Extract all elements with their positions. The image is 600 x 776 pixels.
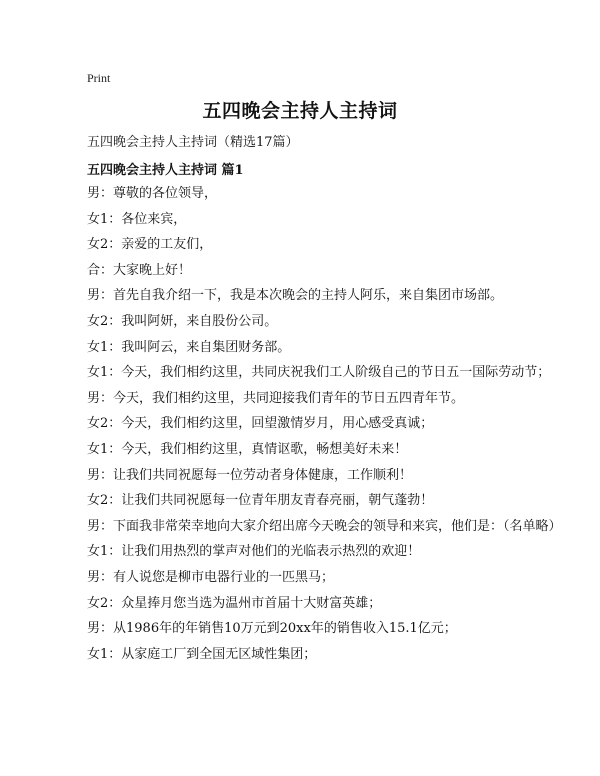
script-line: 男：首先自我介绍一下，我是本次晚会的主持人阿乐，来自集团市场部。: [87, 288, 504, 304]
script-line: 男：尊敬的各位领导，: [87, 186, 218, 201]
script-line: 女1：今天，我们相约这里，真情讴歌，畅想美好未来！: [87, 441, 408, 457]
script-line: 女1：让我们用热烈的掌声对他们的光临表示热烈的欢迎！: [87, 544, 421, 560]
script-line: 女2：众星捧月您当选为温州市首届十大财富英雄；: [87, 595, 382, 611]
script-line: 男：下面我非常荣幸地向大家介绍出席今天晚会的领导和来宾，他们是：（名单略）: [87, 518, 562, 534]
document-title: 五四晚会主持人主持词: [202, 100, 398, 122]
script-line: 女1：我叫阿云，来自集团财务部。: [87, 339, 291, 355]
document-subtitle: 五四晚会主持人主持词（精选17篇）: [87, 135, 299, 150]
script-line: 男：有人说您是柳市电器行业的一匹黑马；: [87, 569, 335, 585]
script-line: 男：从1986年的年销售10万元到20xx年的销售收入15.1亿元；: [87, 621, 457, 637]
script-line: 女1：从家庭工厂到全国无区域性集团；: [87, 646, 317, 662]
script-line: 男：今天，我们相约这里，共同迎接我们青年的节日五四青年节。: [87, 390, 465, 406]
script-line: 女1：各位来宾，: [87, 211, 187, 227]
script-line: 女2：我叫阿妍，来自股份公司。: [87, 313, 278, 329]
script-line: 女1：今天，我们相约这里，共同庆祝我们工人阶级自己的节日五一国际劳动节；: [87, 365, 551, 381]
script-line: 女2：让我们共同祝愿每一位青年朋友青春亮丽，朝气蓬勃！: [87, 493, 434, 509]
script-line: 女2：亲爱的工友们，: [87, 237, 213, 253]
section-heading: 五四晚会主持人主持词 篇1: [87, 163, 244, 178]
script-line: 男：让我们共同祝愿每一位劳动者身体健康，工作顺利！: [87, 467, 413, 483]
script-line: 合：大家晚上好！: [87, 262, 192, 278]
print-link[interactable]: Print: [87, 71, 111, 85]
script-lines: [87, 185, 562, 671]
script-line: 女2：今天，我们相约这里，回望激情岁月，用心感受真诚；: [87, 416, 434, 432]
